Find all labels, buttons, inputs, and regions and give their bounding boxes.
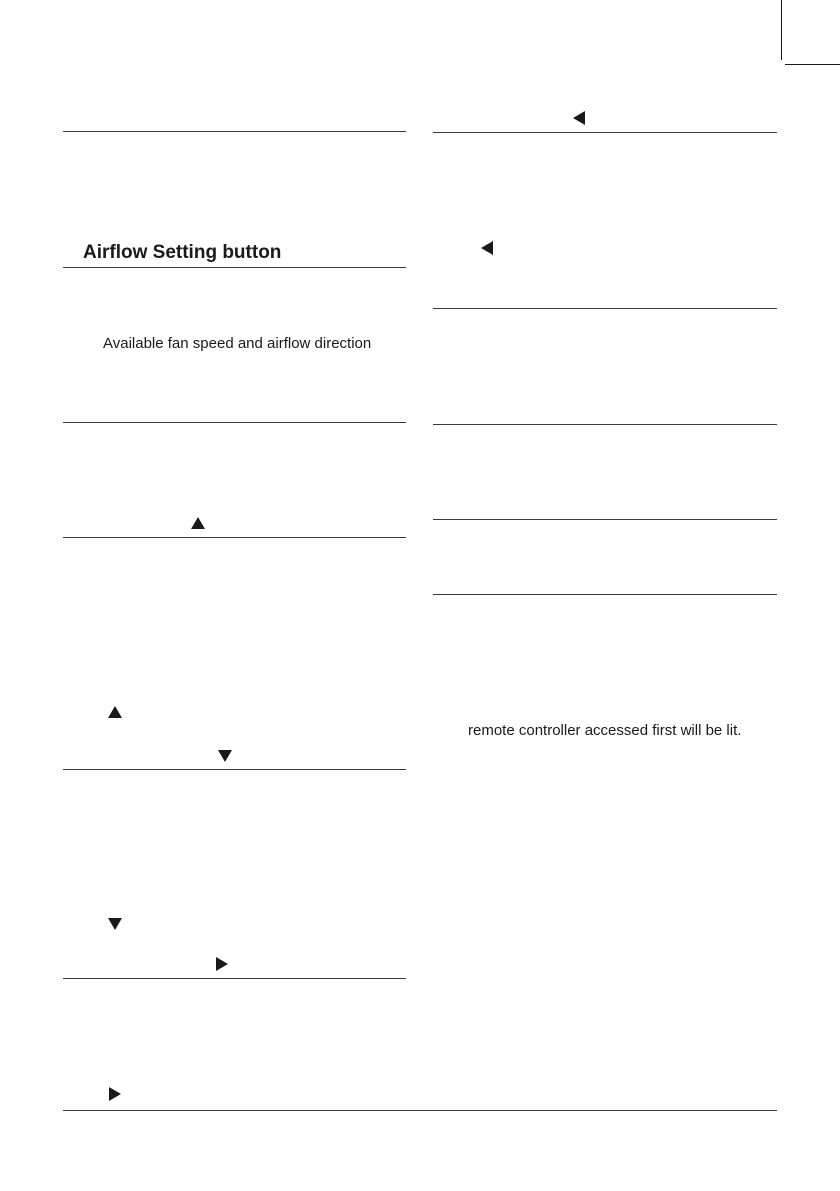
left-triangle-icon bbox=[481, 241, 493, 255]
down-triangle-icon bbox=[108, 918, 122, 930]
bottom-rule bbox=[63, 1110, 777, 1111]
down-triangle-icon bbox=[218, 750, 232, 762]
up-triangle-icon bbox=[108, 706, 122, 718]
left-triangle-icon bbox=[573, 111, 585, 125]
right-triangle-icon bbox=[109, 1087, 121, 1101]
right-triangle-icon bbox=[216, 957, 228, 971]
left-rule-2 bbox=[63, 267, 406, 268]
right-rule-5 bbox=[433, 594, 777, 595]
right-rule-2 bbox=[433, 308, 777, 309]
up-triangle-icon bbox=[191, 517, 205, 529]
left-rule-5 bbox=[63, 769, 406, 770]
right-rule-4 bbox=[433, 519, 777, 520]
left-rule-1 bbox=[63, 131, 406, 132]
left-rule-4 bbox=[63, 537, 406, 538]
crop-mark-horizontal bbox=[785, 64, 840, 65]
right-rule-1 bbox=[433, 132, 777, 133]
right-rule-3 bbox=[433, 424, 777, 425]
airflow-setting-heading: Airflow Setting button bbox=[83, 242, 282, 263]
left-rule-3 bbox=[63, 422, 406, 423]
left-rule-6 bbox=[63, 978, 406, 979]
available-fan-speed-text: Available fan speed and airflow direction bbox=[103, 335, 372, 352]
crop-mark-vertical bbox=[781, 0, 782, 60]
remote-controller-text: remote controller accessed first will be lit. bbox=[468, 722, 742, 739]
